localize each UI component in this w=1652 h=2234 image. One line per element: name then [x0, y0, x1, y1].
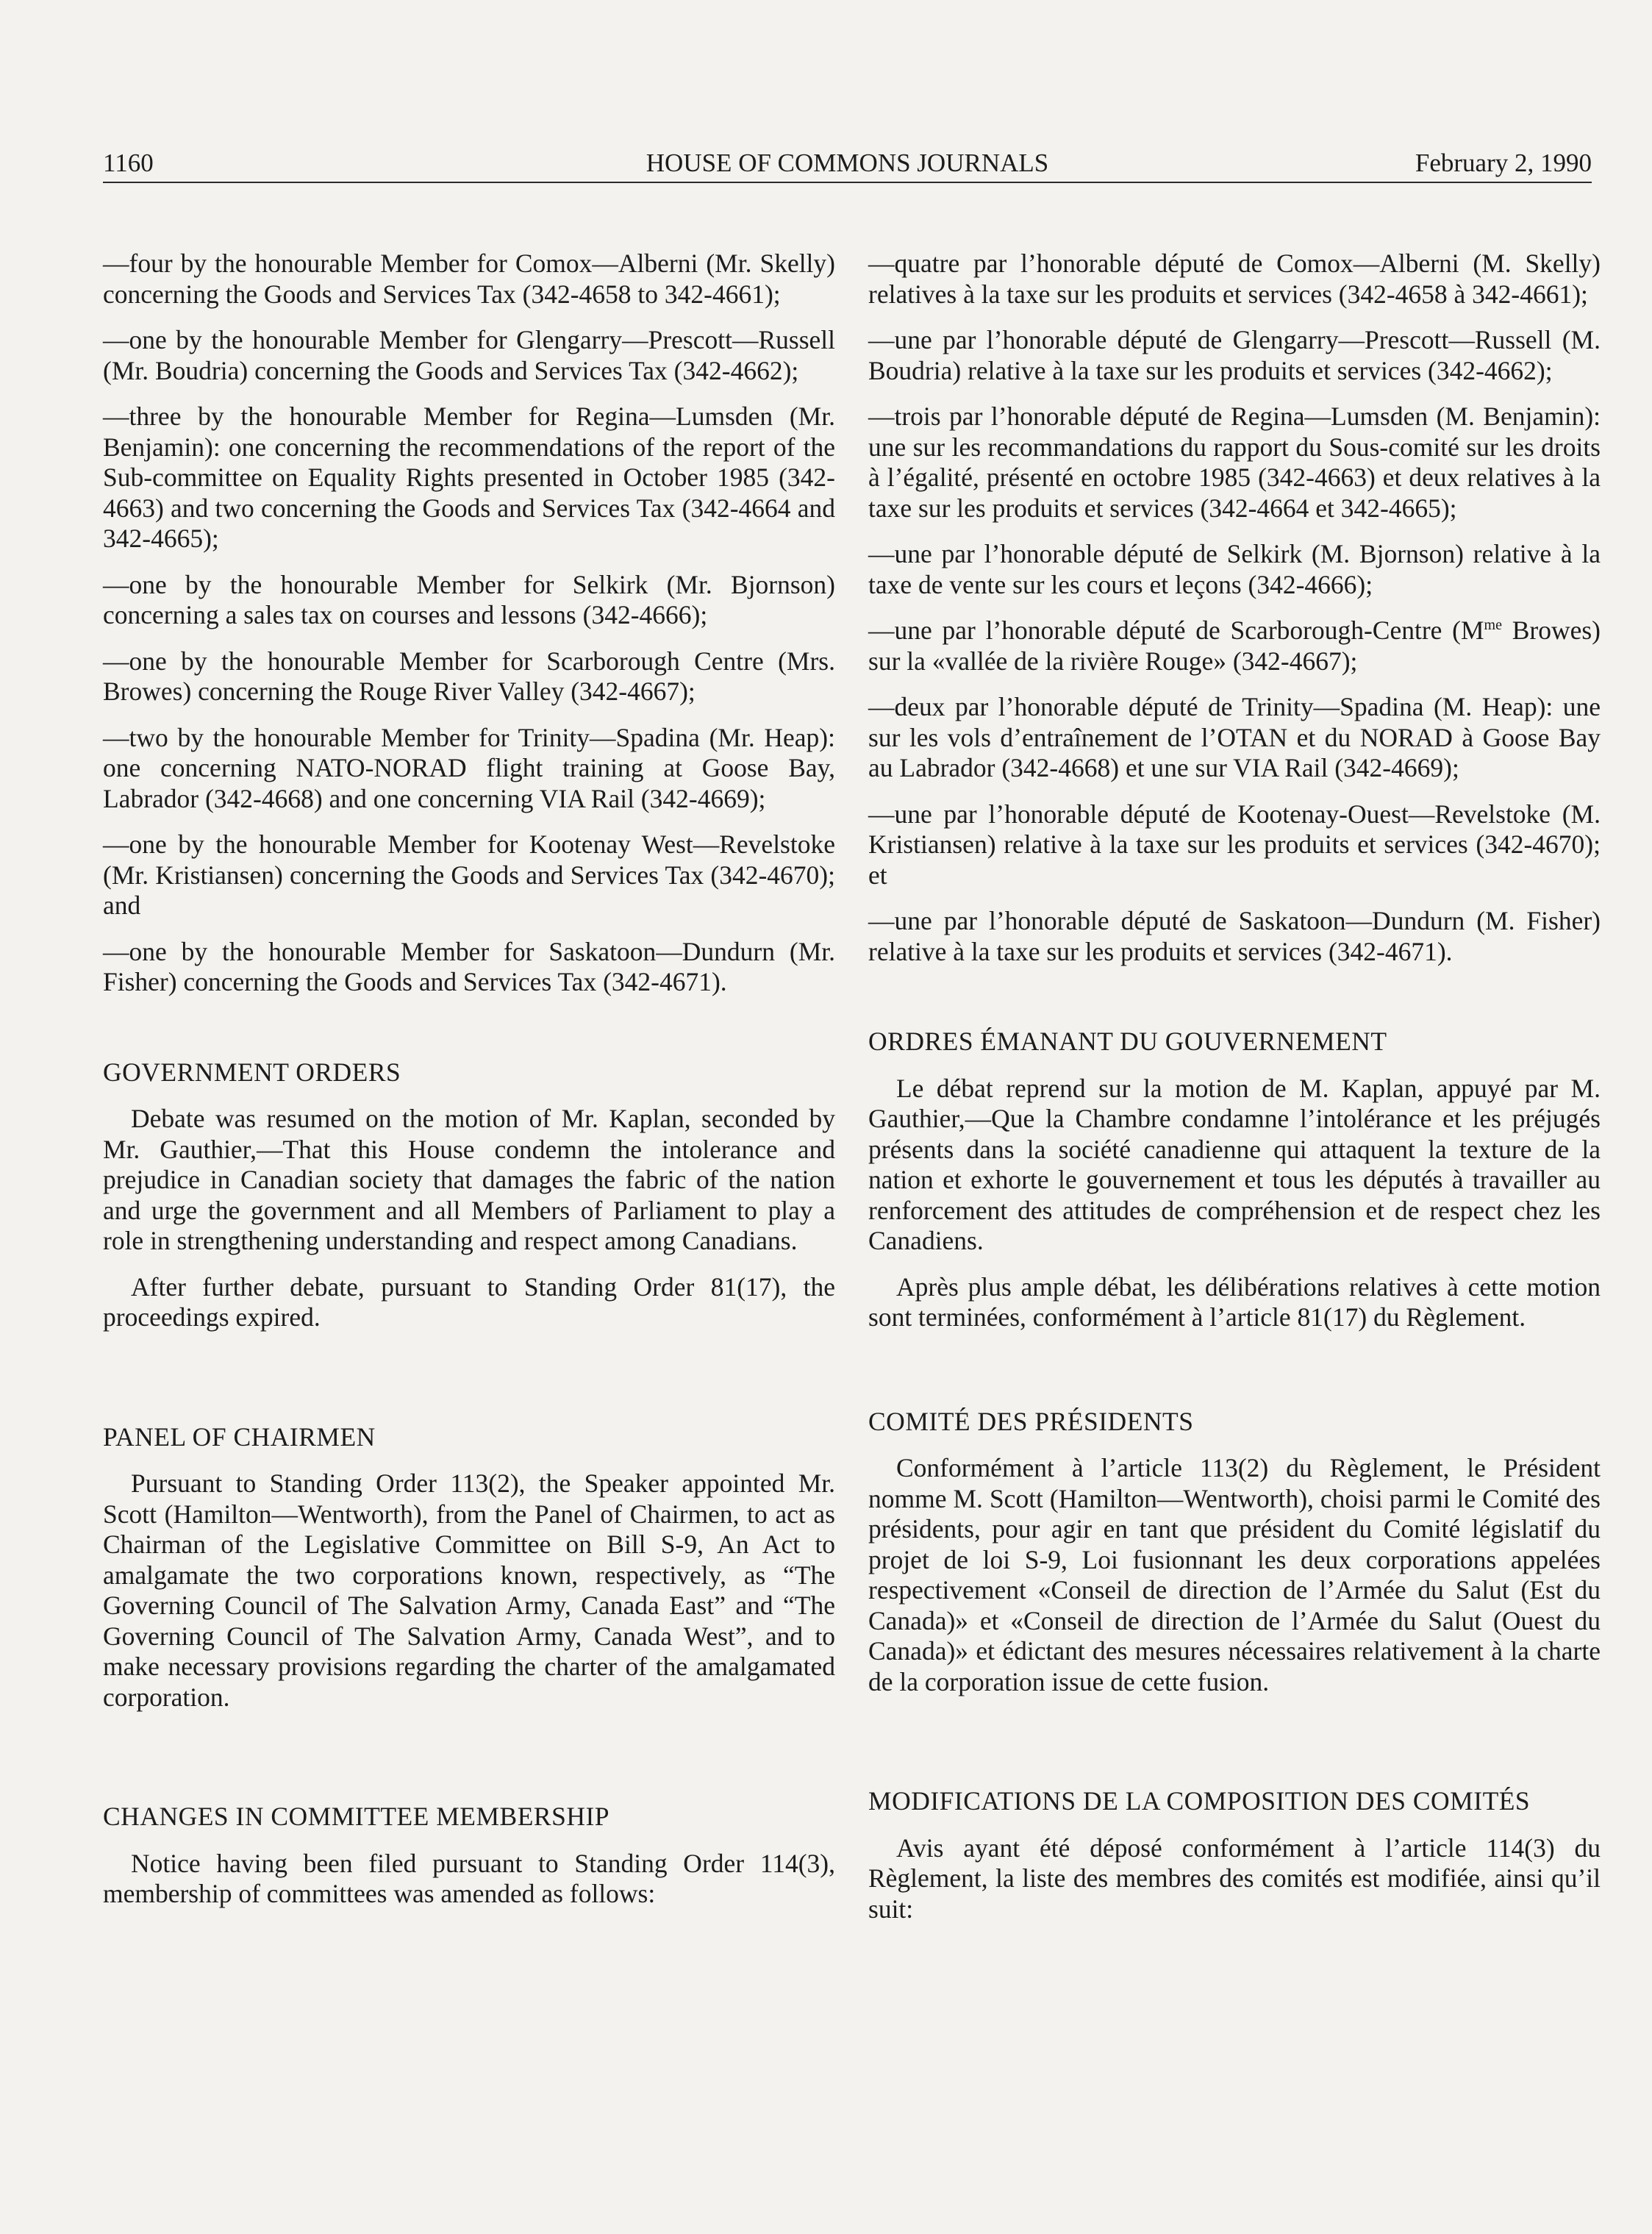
petition-item: —four by the honourable Member for Comox—Alberni (Mr. Skelly) concerning the Goods and Services Tax (342-4658 to 342-4661);	[103, 249, 835, 309]
page-header	[103, 144, 1592, 182]
section-heading-government-orders: ORDRES ÉMANANT DU GOUVERNEMENT	[868, 1027, 1387, 1056]
petition-text-continued: Browes) sur la «vallée de la rivière Rouge» (342-4667);	[868, 615, 1601, 676]
section-paragraph: After further debate, pursuant to Standing Order 81(17), the proceedings expired.	[103, 1271, 835, 1332]
section-heading-panel-of-chairmen: COMITÉ DES PRÉSIDENTS	[868, 1406, 1194, 1436]
section-paragraph: Conformément à l’article 113(2) du Règlement, le Président nomme M. Scott (Hamilton—Wentworth), choisi parmi le Comité des présidents, pour agir en tant que président du Comité législatif du projet de loi S-9, Loi fusionnant les deux corporations appelées respectivement «Conseil de direction de l’Armée du Salut (Est du Canada)» et «Conseil de direction de l’Armée du Salut (Ouest du Canada)» et édictant des mesures nécessaires relativement à la charte de la corporation issue de cette fusion.	[868, 1453, 1601, 1696]
section-paragraph: Debate was resumed on the motion of Mr. Kaplan, seconded by Mr. Gauthier,—That this House condemn the intolerance and prejudice in Canadian society that damages the fabric of the nation and urge the government and all Members of Parliament to play a role in strengthening understanding and respect among Canadians.	[103, 1104, 835, 1255]
petition-item: —quatre par l’honorable député de Comox—Alberni (M. Skelly) relatives à la taxe sur les produits et services (342-4658 à 342-4661);	[868, 249, 1601, 309]
page-number: 1160	[103, 149, 154, 177]
section-heading-panel-of-chairmen: PANEL OF CHAIRMEN	[103, 1421, 376, 1452]
petition-item: —three by the honourable Member for Regina—Lumsden (Mr. Benjamin): one concerning the recommendations of the report of the Sub-committee on Equality Rights presented in October 1985 (342-4663) and two concerning the Goods and Services Tax (342-4664 and 342-4665);	[103, 402, 835, 553]
petition-item: —une par l’honorable député de Kootenay-Ouest—Revelstoke (M. Kristiansen) relative à la taxe sur les produits et services (342-4670); et	[868, 799, 1601, 890]
header-rule	[103, 182, 1592, 183]
section-paragraph: Le débat reprend sur la motion de M. Kaplan, appuyé par M. Gauthier,—Que la Chambre condamne l’intolérance et les préjugés présents dans la société canadienne qui attaquent la texture de la nation et exhorte le gouvernement et tous les députés à travailler au renforcement des attitudes de compréhension et de respect chez les Canadiens.	[868, 1073, 1601, 1255]
petition-item: —deux par l’honorable député de Trinity—Spadina (M. Heap): une sur les vols d’entraînement de l’OTAN et du NORAD à Goose Bay au Labrador (342-4668) et une sur VIA Rail (342-4669);	[868, 692, 1601, 782]
superscript-me: me	[1484, 617, 1502, 634]
petition-text: —une par l’honorable député de Scarborough-Centre (M	[868, 615, 1484, 645]
petition-item: —two by the honourable Member for Trinity—Spadina (Mr. Heap): one concerning NATO-NORAD flight training at Goose Bay, Labrador (342-4668) and one concerning VIA Rail (342-4669);	[103, 722, 835, 813]
petition-item: —one by the honourable Member for Saskatoon—Dundurn (Mr. Fisher) concerning the Goods and Services Tax (342-4671).	[103, 936, 835, 996]
french-column	[868, 249, 1601, 1940]
section-heading-committee-membership: CHANGES IN COMMITTEE MEMBERSHIP	[103, 1802, 610, 1831]
petition-item: —une par l’honorable député de Glengarry—Prescott—Russell (M. Boudria) relative à la taxe sur les produits et services (342-4662);	[868, 325, 1601, 385]
section-heading-government-orders: GOVERNMENT ORDERS	[103, 1057, 401, 1087]
petition-item: —one by the honourable Member for Kootenay West—Revelstoke (Mr. Kristiansen) concerning the Goods and Services Tax (342-4670); and	[103, 829, 835, 920]
english-column	[103, 249, 835, 1925]
section-paragraph: Après plus ample débat, les délibérations relatives à cette motion sont terminées, conformément à l’article 81(17) du Règlement.	[868, 1271, 1601, 1332]
journal-date: February 2, 1990	[1415, 149, 1592, 177]
section-paragraph: Pursuant to Standing Order 113(2), the Speaker appointed Mr. Scott (Hamilton—Wentworth), from the Panel of Chairmen, to act as Chairman of the Legislative Committee on Bill S-9, An Act to amalgamate the two corporations known, respectively, as “The Governing Council of The Salvation Army, Canada East” and “The Governing Council of The Salvation Army, Canada West”, and to make necessary provisions regarding the charter of the amalgamated corporation.	[103, 1468, 835, 1712]
petition-item: —one by the honourable Member for Scarborough Centre (Mrs. Browes) concerning the Rouge River Valley (342-4667);	[103, 646, 835, 706]
journal-title: HOUSE OF COMMONS JOURNALS	[646, 149, 1049, 177]
section-paragraph: Notice having been filed pursuant to Standing Order 114(3), membership of committees was amended as follows:	[103, 1848, 835, 1908]
petition-item: —one by the honourable Member for Glengarry—Prescott—Russell (Mr. Boudria) concerning the Goods and Services Tax (342-4662);	[103, 325, 835, 385]
petition-item	[868, 615, 1601, 677]
section-heading-committee-membership: MODIFICATIONS DE LA COMPOSITION DES COMITÉS	[868, 1786, 1531, 1816]
section-paragraph: Avis ayant été déposé conformément à l’article 114(3) du Règlement, la liste des membres des comités est modifiée, ainsi qu’il suit:	[868, 1832, 1601, 1924]
petition-item: —une par l’honorable député de Selkirk (M. Bjornson) relative à la taxe de vente sur les cours et leçons (342-4666);	[868, 539, 1601, 599]
petition-item: —trois par l’honorable député de Regina—Lumsden (M. Benjamin): une sur les recommandations du rapport du Sous-comité sur les droits à l’égalité, présenté en octobre 1985 (342-4663) et deux relatives à la taxe sur les produits et services (342-4664 et 342-4665);	[868, 402, 1601, 523]
petition-item: —une par l’honorable député de Saskatoon—Dundurn (M. Fisher) relative à la taxe sur les produits et services (342-4671).	[868, 906, 1601, 966]
petition-item: —one by the honourable Member for Selkirk (Mr. Bjornson) concerning a sales tax on courses and lessons (342-4666);	[103, 569, 835, 629]
